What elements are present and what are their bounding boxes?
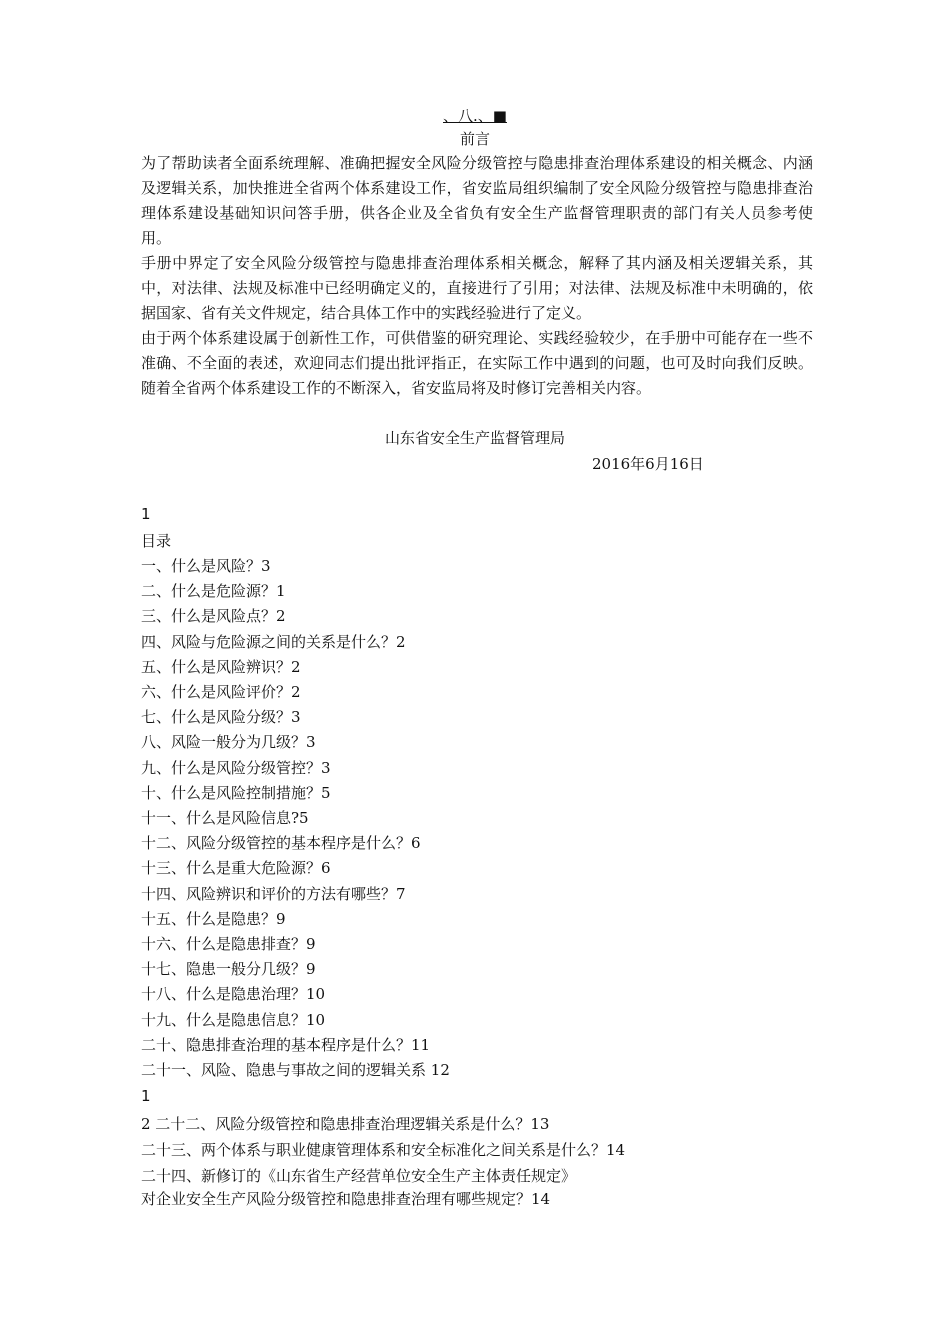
preface-body	[141, 151, 813, 401]
toc-item[interactable]: 十八、什么是隐患治理？10	[141, 985, 326, 1004]
toc-item[interactable]: 十九、什么是隐患信息？10	[141, 1010, 326, 1029]
toc-title: 目录	[141, 532, 172, 550]
header-mark: 、八.、■	[443, 107, 507, 125]
toc-item[interactable]: 七、什么是风险分级？3	[141, 708, 301, 727]
preface-paragraph: 手册中界定了安全风险分级管控与隐患排查治理体系相关概念，解释了其内涵及相关逻辑关系，其中，对法律、法规及标准中已经明确定义的，直接进行了引用；对法律、法规及标准中未明确的，依据国家、省有关文件规定，结合具体工作中的实践经验进行了定义。	[141, 254, 813, 322]
toc-item[interactable]: 六、什么是风险评价？2	[141, 683, 301, 702]
toc-item[interactable]: 九、什么是风险分级管控？3	[141, 758, 331, 777]
toc-item[interactable]: 二、什么是危险源？1	[141, 582, 286, 601]
toc-item[interactable]: 十、什么是风险控制措施？5	[141, 783, 331, 802]
page-number: 1	[141, 505, 151, 523]
toc-item[interactable]: 十六、什么是隐患排查？9	[141, 935, 316, 954]
toc-item[interactable]: 十四、风险辨识和评价的方法有哪些？7	[141, 884, 406, 903]
toc-item[interactable]: 十五、什么是隐患？9	[141, 909, 286, 928]
toc-item[interactable]: 2 二十二、风险分级管控和隐患排查治理逻辑关系是什么？13	[141, 1115, 550, 1133]
toc-item[interactable]: 三、什么是风险点？2	[141, 607, 286, 626]
preface-title: 前言	[459, 130, 490, 148]
toc-item[interactable]: 一、什么是风险？3	[141, 557, 271, 575]
preface-paragraph: 由于两个体系建设属于创新性工作，可供借鉴的研究理论、实践经验较少，在手册中可能存在一些不准确、不全面的表述，欢迎同志们提出批评指正，在实际工作中遇到的问题，也可及时向我们反映。随着全省两个体系建设工作的不断深入，省安监局将及时修订完善相关内容。	[141, 329, 813, 397]
toc-item[interactable]: 十一、什么是风险信息?5	[141, 809, 309, 828]
toc-item[interactable]: 二十四、新修订的《山东省生产经营单位安全生产主体责任规定》	[141, 1167, 577, 1185]
toc-item[interactable]: 十七、隐患一般分几级？9	[141, 960, 316, 979]
toc-item[interactable]: 十二、风险分级管控的基本程序是什么？6	[141, 834, 421, 853]
toc-item[interactable]: 二十、隐患排查治理的基本程序是什么？11	[141, 1035, 431, 1054]
toc-item[interactable]: 四、风险与危险源之间的关系是什么？2	[141, 632, 406, 651]
toc-item[interactable]: 八、风险一般分为几级？3	[141, 733, 316, 752]
preface-paragraph: 为了帮助读者全面系统理解、准确把握安全风险分级管控与隐患排查治理体系建设的相关概念、内涵及逻辑关系，加快推进全省两个体系建设工作，省安监局组织编制了安全风险分级管控与隐患排查治理体系建设基础知识问答手册，供各企业及全省负有安全生产监督管理职责的部门有关人员参考使用。	[141, 154, 813, 247]
page-number: 1	[141, 1087, 151, 1105]
table-of-contents	[141, 554, 841, 1083]
toc-item[interactable]: 十三、什么是重大危险源？6	[141, 859, 331, 878]
preface-date: 2016年6月16日	[592, 455, 704, 473]
toc-item[interactable]: 五、什么是风险辨识？2	[141, 657, 301, 676]
toc-item[interactable]: 二十一、风险、隐患与事故之间的逻辑关系 12	[141, 1061, 450, 1080]
toc-item[interactable]: 二十三、两个体系与职业健康管理体系和安全标准化之间关系是什么？14	[141, 1141, 626, 1159]
organization-signature: 山东省安全生产监督管理局	[384, 429, 565, 447]
toc-item-continuation[interactable]: 对企业安全生产风险分级管控和隐患排查治理有哪些规定？14	[141, 1190, 551, 1208]
